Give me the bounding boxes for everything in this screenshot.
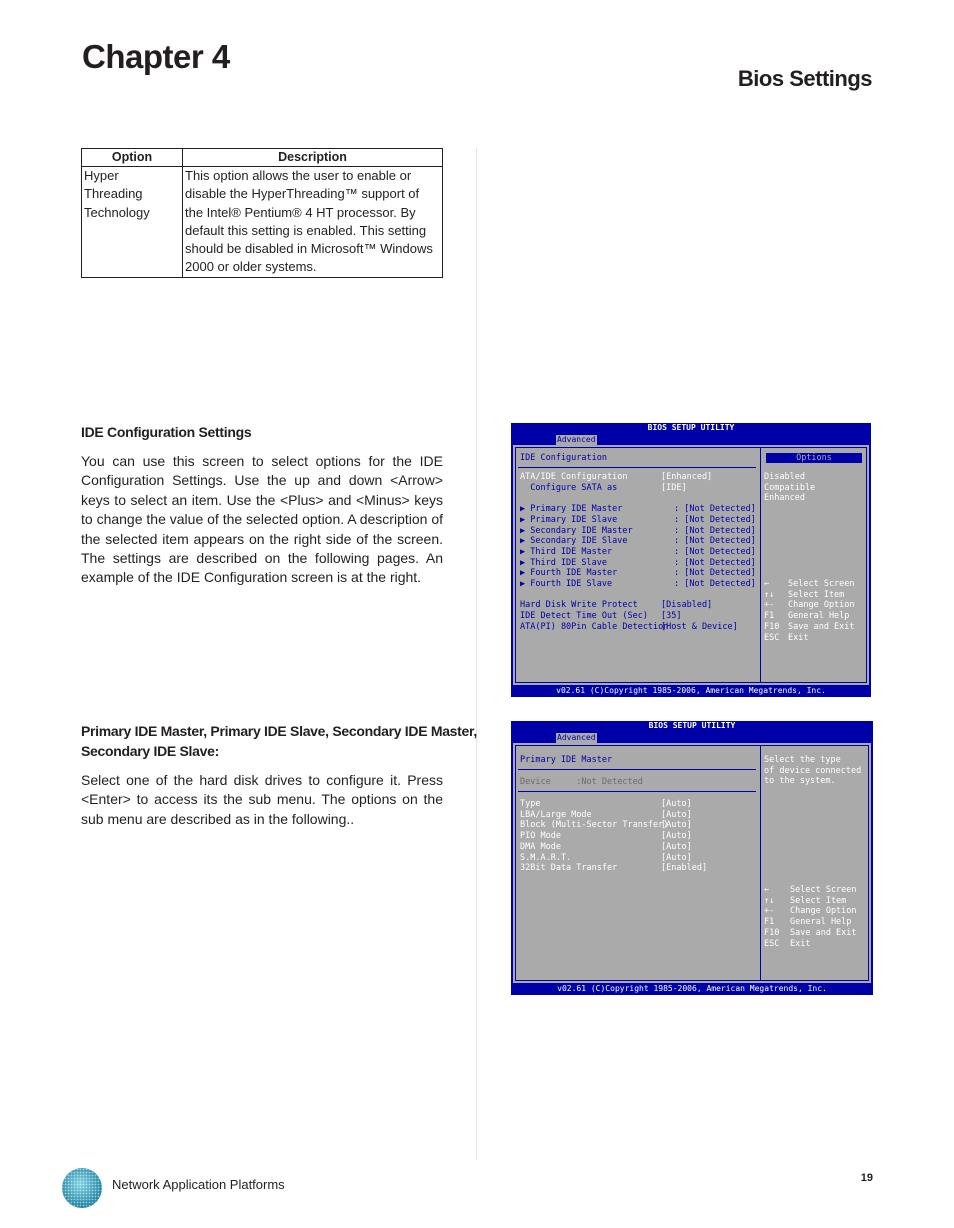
bios-drive-value: : [Not Detected] [674,514,756,525]
ide-config-body: You can use this screen to select options for the IDE Configuration Settings. Use the up and down <Arrow> keys to select an item. Use the <Plus> and <Minus> keys to change the value of the selected option. A description of the selected item appears on the right side of the screen. The settings are described on the following pages. An example of the IDE Configuration screen is at the right. [81,453,443,586]
bios-drive-item: ▶ Secondary IDE Master [520,525,633,536]
bios-title: BIOS SETUP UTILITY [647,423,735,432]
footer-company: Network Application Platforms [112,1177,285,1192]
bios-drive-value: : [Not Detected] [674,557,756,568]
bios-key: +- [764,600,775,611]
bios-panel [513,743,871,983]
primary-ide-heading-line1: Primary IDE Master, Primary IDE Slave, Secondary IDE Master, [81,723,477,739]
tab-advanced: Advanced [557,733,596,742]
bios-drive-value: : [Not Detected] [674,525,756,536]
bios-setting-label: LBA/Large Mode [520,809,592,820]
bios-setting-value: [Disabled] [661,600,713,611]
bios-key-desc: Select Item [788,589,845,600]
bios-screen-title: IDE Configuration [520,453,607,463]
bios-option-item: Compatible [764,482,816,493]
bios-setting-label: Block (Multi-Sector Transfer) [520,820,669,831]
bios-setting-value: [Enabled] [661,863,708,874]
bios-key: F10 [764,927,780,938]
bios-drive-value: : [Not Detected] [674,546,756,557]
bios-key-desc: Change Option [790,906,857,917]
bios-setting-value: [Auto] [661,809,692,820]
bios-panel-divider [760,448,761,682]
bios-drive-value: : [Not Detected] [674,504,756,515]
bios-setting-value: [Enhanced] [661,472,713,482]
bios-panel-divider [760,746,761,980]
bios-key-desc: General Help [790,917,852,928]
bios-key: ← [764,579,770,589]
bios-drive-item: ▶ Primary IDE Master [520,504,623,515]
bios-key-desc: Change Option [788,600,855,611]
bios-drive-item: ▶ Primary IDE Slave [520,514,618,525]
bios-device-status: Device :Not Detected [520,777,643,787]
bios-tab-row [511,433,871,445]
bios-option-item: Enhanced [764,493,805,504]
bios-setting-value: [Host & Device] [661,621,738,632]
bios-key-desc: Exit [788,632,809,643]
bios-key: F10 [764,621,780,632]
table-row [82,167,443,278]
bios-drive-item: ▶ Third IDE Master [520,546,613,557]
primary-ide-body: Select one of the hard disk drives to configure it. Press <Enter> to access its the sub menu. The options on the sub menu are described as in the following.. [81,772,443,827]
bios-footer: v02.61 (C)Copyright 1985-2006, American Megatrends, Inc. [556,686,826,695]
bios-option-item: Disabled [764,472,805,482]
bios-setting-value: [Auto] [661,852,692,863]
bios-key: ESC [764,632,780,643]
bios-setting-label: IDE Detect Time Out (Sec) [520,611,648,622]
bios-setting-label: 32Bit Data Transfer [520,863,618,874]
bios-drive-value: : [Not Detected] [674,536,756,547]
bios-setting-label: Configure SATA as [520,482,618,493]
bios-footer: v02.61 (C)Copyright 1985-2006, American Megatrends, Inc. [557,984,827,993]
table-cell-description: This option allows the user to enable or disable the HyperThreading™ support of the Intel® Pentium® 4 HT processor. By default this setting is enabled. This setting should be disabled in Microsoft™ Windows 2000 or older systems. [183,167,443,278]
tab-advanced: Advanced [557,435,596,444]
bios-setting-label: DMA Mode [520,841,561,852]
bios-screen-title: Primary IDE Master [520,755,613,765]
column-divider [476,148,477,1160]
bios-key-desc: Select Item [790,895,847,906]
section-title: Bios Settings [737,66,872,91]
bios-panel [513,445,869,685]
bios-setting-label: Type [520,799,541,809]
bios-help-text: of device connected [764,765,862,776]
bios-setting-value: [Auto] [661,799,692,809]
bios-key: ESC [764,938,780,949]
bios-key: +- [764,906,775,917]
bios-setting-value: [IDE] [661,482,687,493]
bios-help-text: to the system. [764,776,836,787]
bios-key-desc: Select Screen [790,885,857,895]
bios-setting-value: [35] [661,611,682,622]
bios-drive-value: : [Not Detected] [674,579,756,589]
bios-key: ↑↓ [764,589,775,600]
bios-key: ↑↓ [764,895,775,906]
company-logo-icon [58,1162,106,1210]
option-table [81,148,443,278]
bios-key-desc: Save and Exit [790,927,857,938]
bios-setting-label: PIO Mode [520,831,561,842]
bios-key: ← [764,885,770,895]
bios-title-rule [518,467,756,468]
bios-setting-value: [Auto] [661,831,692,842]
bios-key-desc: General Help [788,611,850,622]
bios-key-desc: Save and Exit [788,621,855,632]
bios-setting-label: S.M.A.R.T. [520,852,572,863]
bios-panel-border [515,447,867,683]
bios-drive-item: ▶ Fourth IDE Master [520,568,618,579]
table-cell-option: Hyper Threading Technology [82,167,183,278]
bios-setting-value: [Auto] [661,841,692,852]
bios-title: BIOS SETUP UTILITY [648,721,736,730]
bios-drive-item: ▶ Secondary IDE Slave [520,536,628,547]
bios-key: F1 [764,611,775,622]
primary-ide-heading [81,721,477,761]
bios-screenshot-ide-configuration [511,423,871,697]
bios-options-header: Options [766,453,862,463]
bios-setting-label: ATA(PI) 80Pin Cable Detection [520,621,669,632]
bios-key: F1 [764,917,775,928]
bios-key-desc: Select Screen [788,579,855,589]
bios-setting-label: Hard Disk Write Protect [520,600,638,611]
bios-screenshot-primary-ide-master [511,721,873,995]
bios-setting-value: [Auto] [661,820,692,831]
bios-key-desc: Exit [790,938,811,949]
table-header-row [82,149,443,167]
bios-title-rule [518,769,756,770]
primary-ide-heading-line2: Secondary IDE Slave: [81,743,219,759]
page-number: 19 [860,1172,873,1184]
bios-help-text: Select the type [764,755,841,765]
bios-device-rule [518,791,756,792]
bios-drive-value: : [Not Detected] [674,568,756,579]
bios-setting-label: ATA/IDE Configuration [520,472,628,482]
bios-panel-border [515,745,869,981]
bios-drive-item: ▶ Third IDE Slave [520,557,607,568]
ide-config-heading: IDE Configuration Settings [81,424,252,440]
table-header-description: Description [183,149,443,167]
table-header-option: Option [82,149,183,167]
bios-drive-item: ▶ Fourth IDE Slave [520,579,613,589]
chapter-title: Chapter 4 [82,38,230,75]
bios-tab-row [511,731,873,743]
